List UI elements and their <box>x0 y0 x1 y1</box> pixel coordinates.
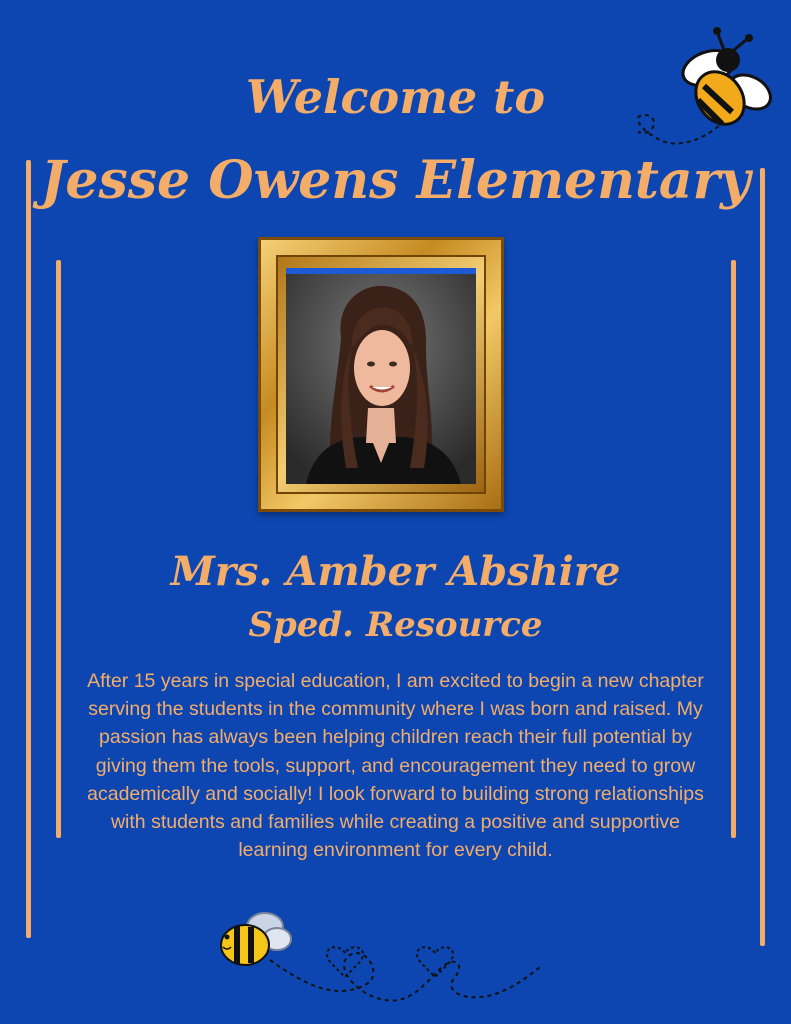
teacher-bio: After 15 years in special education, I am excited to begin a new chapter serving the students in the community where I was born and raised. My passion has always been helping children reach their full potential by giving them the tools, support, and encouragement they need to grow academically and socially! I look forward to building strong relationships with students and families while creating a positive and supportive learning environment for every child. <box>87 670 704 862</box>
welcome-heading: Welcome to <box>245 70 546 124</box>
portrait-frame <box>258 237 504 512</box>
portrait-photo <box>286 268 476 484</box>
teacher-name: Mrs. Amber Abshire <box>170 548 621 595</box>
teacher-role: Sped. Resource <box>248 605 543 645</box>
bee-icon <box>600 20 780 160</box>
bee-icon <box>215 905 555 1015</box>
school-name-heading: Jesse Owens Elementary <box>40 150 751 211</box>
